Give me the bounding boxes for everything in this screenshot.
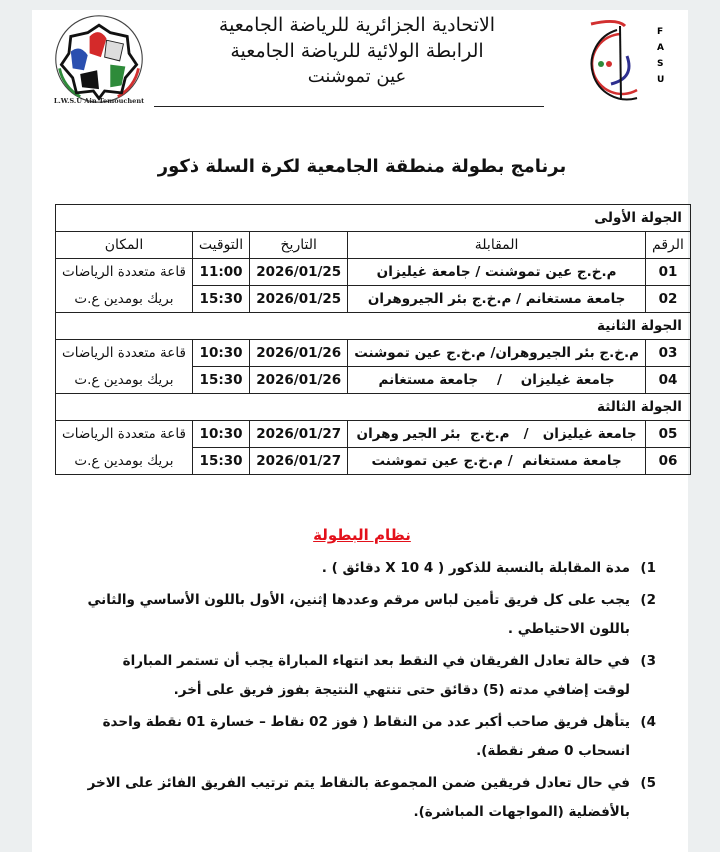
round-title: الجولة الثالثة	[56, 394, 691, 421]
match-number: 01	[646, 259, 691, 286]
rule-item	[82, 586, 656, 644]
round-title-row	[56, 313, 691, 340]
fasu-letter-f: F	[657, 27, 664, 37]
fasu-letter-s: S	[657, 59, 664, 69]
match-number: 06	[646, 448, 691, 475]
match-number: 03	[646, 340, 691, 367]
match-date: 2026/01/27	[250, 421, 348, 448]
match-date: 2026/01/25	[250, 286, 348, 313]
match-time: 11:00	[192, 259, 249, 286]
schedule-table	[55, 204, 691, 475]
match-venue-line1: قاعة متعددة الرياضات	[56, 421, 193, 448]
rule-number: 5)	[640, 775, 656, 791]
header-divider	[154, 106, 544, 107]
match-time: 10:30	[192, 340, 249, 367]
fasu-logo	[577, 16, 677, 102]
column-header-row	[56, 232, 691, 259]
match-date: 2026/01/25	[250, 259, 348, 286]
rule-text: مدة المقابلة بالنسبة للذكور ( 4 X 10 دقائق ) .	[321, 560, 630, 576]
match-date: 2026/01/26	[250, 367, 348, 394]
col-header-match: المقابلة	[348, 232, 646, 259]
league-name: الرابطة الولائية للرياضة الجامعية	[230, 40, 484, 62]
match-teams: جامعة غيليزان / جامعة مستغانم	[348, 367, 646, 394]
rule-item	[82, 647, 656, 705]
rule-text: يجب على كل فريق تأمين لباس مرقم وعددها إثنين، الأول باللون الأساسي والثاني باللون الاحتياطي .	[87, 592, 630, 637]
match-number: 02	[646, 286, 691, 313]
match-teams: جامعة مستغانم / م.خ.ج عين تموشنت	[348, 448, 646, 475]
table-row	[56, 259, 691, 286]
col-header-place: المكان	[56, 232, 193, 259]
match-venue-line1: قاعة متعددة الرياضات	[56, 259, 193, 286]
table-row	[56, 340, 691, 367]
match-teams: م.خ.ج بئر الجيروهران/ م.خ.ج عين تموشنت	[348, 340, 646, 367]
lwsu-logo	[52, 12, 146, 106]
match-teams: م.خ.ج عين تموشنت / جامعة غيليزان	[348, 259, 646, 286]
match-time: 15:30	[192, 448, 249, 475]
rules-title: نظام البطولة	[313, 526, 411, 544]
rule-number: 2)	[640, 592, 656, 608]
match-number: 04	[646, 367, 691, 394]
match-teams: جامعة مستغانم / م.خ.ج بئر الجيروهران	[348, 286, 646, 313]
rule-item	[82, 708, 656, 766]
match-time: 15:30	[192, 367, 249, 394]
match-time: 15:30	[192, 286, 249, 313]
table-row	[56, 448, 691, 475]
lwsu-logo-caption: L.W.S.U Ain Temouchent	[53, 97, 145, 106]
match-venue-line2: بريك بومدين ع.ت	[56, 448, 193, 475]
fasu-letter-u: U	[657, 75, 665, 85]
table-row	[56, 421, 691, 448]
match-number: 05	[646, 421, 691, 448]
table-row	[56, 286, 691, 313]
match-date: 2026/01/27	[250, 448, 348, 475]
document-title: برنامج بطولة منطقة الجامعية لكرة السلة ذكور	[157, 156, 567, 177]
match-date: 2026/01/26	[250, 340, 348, 367]
rule-number: 4)	[640, 714, 656, 730]
col-header-date: التاريخ	[250, 232, 348, 259]
city-name: عين تموشنت	[307, 66, 407, 87]
rules-list	[82, 554, 656, 830]
match-venue-line2: بريك بومدين ع.ت	[56, 367, 193, 394]
rule-text: في حالة تعادل الفريقان في النقط بعد انتهاء المباراة يجب أن تستمر المباراة لوقت إضافي مدته (5) دقائق حتى تنتهي النتيجة بفوز فريق على أخر.	[122, 653, 630, 698]
match-time: 10:30	[192, 421, 249, 448]
match-venue-line2: بريك بومدين ع.ت	[56, 286, 193, 313]
rule-item	[82, 554, 656, 583]
match-teams: جامعة غيليزان / م.خ.ج بئر الجير وهران	[348, 421, 646, 448]
round-title: الجولة الثانية	[56, 313, 691, 340]
document-page	[32, 10, 688, 852]
header-title-block	[202, 12, 512, 90]
rule-text: في حال تعادل فريقين ضمن المجموعة بالنقاط يتم ترتيب الفريق الفائز على الاخر بالأفضلية (المواجهات المباشرة).	[87, 775, 630, 820]
rule-text: يتأهل فريق صاحب أكبر عدد من النقاط ( فوز 02 نقاط – خسارة 01 نقطة واحدة انسحاب 0 صفر نقطة).	[102, 714, 630, 759]
match-venue-line1: قاعة متعددة الرياضات	[56, 340, 193, 367]
rule-number: 3)	[640, 653, 656, 669]
table-row	[56, 367, 691, 394]
round-title-row	[56, 394, 691, 421]
rule-number: 1)	[640, 560, 656, 576]
fasu-letter-a: A	[657, 43, 664, 53]
federation-name: الاتحادية الجزائرية للرياضة الجامعية	[218, 14, 496, 36]
round-title: الجولة الأولى	[56, 205, 691, 232]
col-header-num: الرقم	[646, 232, 691, 259]
col-header-time: التوقيت	[192, 232, 249, 259]
rule-item	[82, 769, 656, 827]
round-title-row	[56, 205, 691, 232]
